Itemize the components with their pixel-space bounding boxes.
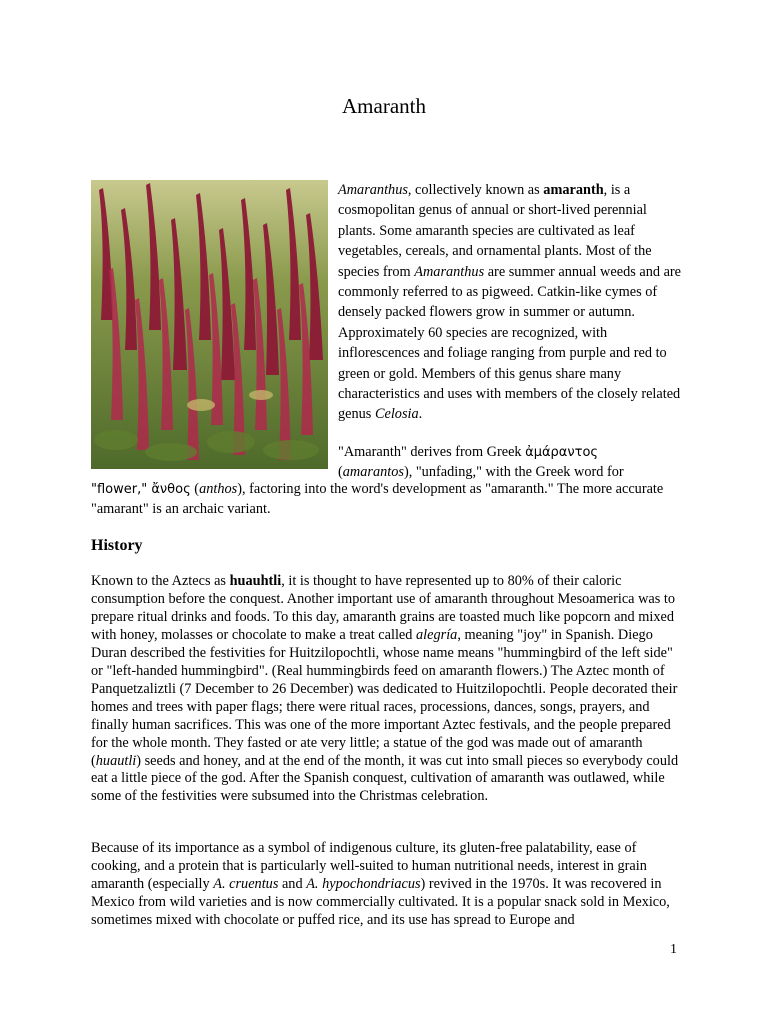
amaranth-field-image bbox=[91, 180, 328, 469]
etymology-paragraph-top: "Amaranth" derives from Greek ἀμάραντος (amarantos), "unfading," with the Greek word for bbox=[338, 444, 624, 480]
greek-word-amarantos: ἀμάραντος bbox=[525, 445, 599, 460]
amaranth-photo bbox=[91, 180, 328, 469]
page-title: Amaranth bbox=[342, 94, 426, 118]
genus-name: Amaranthus bbox=[338, 182, 408, 198]
history-heading: History bbox=[91, 537, 143, 554]
history-paragraph-1: Known to the Aztecs as huauhtli, it is thought to have represented up to 80% of their caloric consumption before the conquest. Another important use of amaranth throughout Mesoamerica was to prepare ritual drinks and foods. To this day, amaranth grains are toasted much like popcorn and mixed with honey, molasses or chocolate to make a treat called alegría, meaning "joy" in Spanish. Diego Duran described the festivities for Huitzilopochtli, whose name means "hummingbird of the left side" or "left-handed hummingbird". (Real hummingbirds feed on amaranth flowers.) The Aztec month of Panquetzaliztli (7 December to 26 December) was dedicated to Huitzilopochtli. People decorated their homes and trees with paper flags; there were ritual races, processions, dances, songs, prayers, and finally human sacrifices. This was one of the more important Aztec festivals, and the people prepared for the whole month. They fasted or ate very little; a statue of the god was made out of amaranth (huautli) seeds and honey, and at the end of the month, it was cut into small pieces so everybody could eat a little piece of the god. After the Spanish conquest, cultivation of amaranth was outlawed, while some of the festivities were subsumed into the Christmas celebration. bbox=[91, 573, 679, 805]
etymology-paragraph-bottom: "flower," ἄνθος (anthos), factoring into the word's development as "amaranth." The more accurate "amarant" is an archaic variant. bbox=[91, 481, 664, 517]
common-name: amaranth bbox=[543, 182, 604, 198]
page-number: 1 bbox=[670, 942, 677, 957]
history-paragraph-2: Because of its importance as a symbol of indigenous culture, its gluten-free palatability, ease of cooking, and a protein that is particularly well-suited to human nutritional needs, interest in grain amaranth (especially A. cruentus and A. hypochondriacus) revived in the 1970s. It was recovered in Mexico from wild varieties and is now commercially cultivated. It is a popular snack sold in Mexico, sometimes mixed with chocolate or puffed rice, and its use has spread to Europe and bbox=[91, 840, 670, 928]
greek-word-anthos: ἄνθος bbox=[151, 482, 191, 497]
intro-paragraph: Amaranthus, collectively known as amaranth, is a cosmopolitan genus of annual or short-lived perennial plants. Some amaranth species are cultivated as leaf vegetables, cereals, and ornamental plants. Most of the species from Amaranthus are summer annual weeds and are commonly referred to as pigweed. Catkin-like cymes of densely packed flowers grow in summer or autumn. Approximately 60 species are recognized, with inflorescences and foliage ranging from purple and red to green or gold. Members of this genus share many characteristics and uses with members of the closely related genus Celosia. bbox=[338, 182, 682, 423]
aztec-name: huauhtli bbox=[229, 573, 282, 589]
